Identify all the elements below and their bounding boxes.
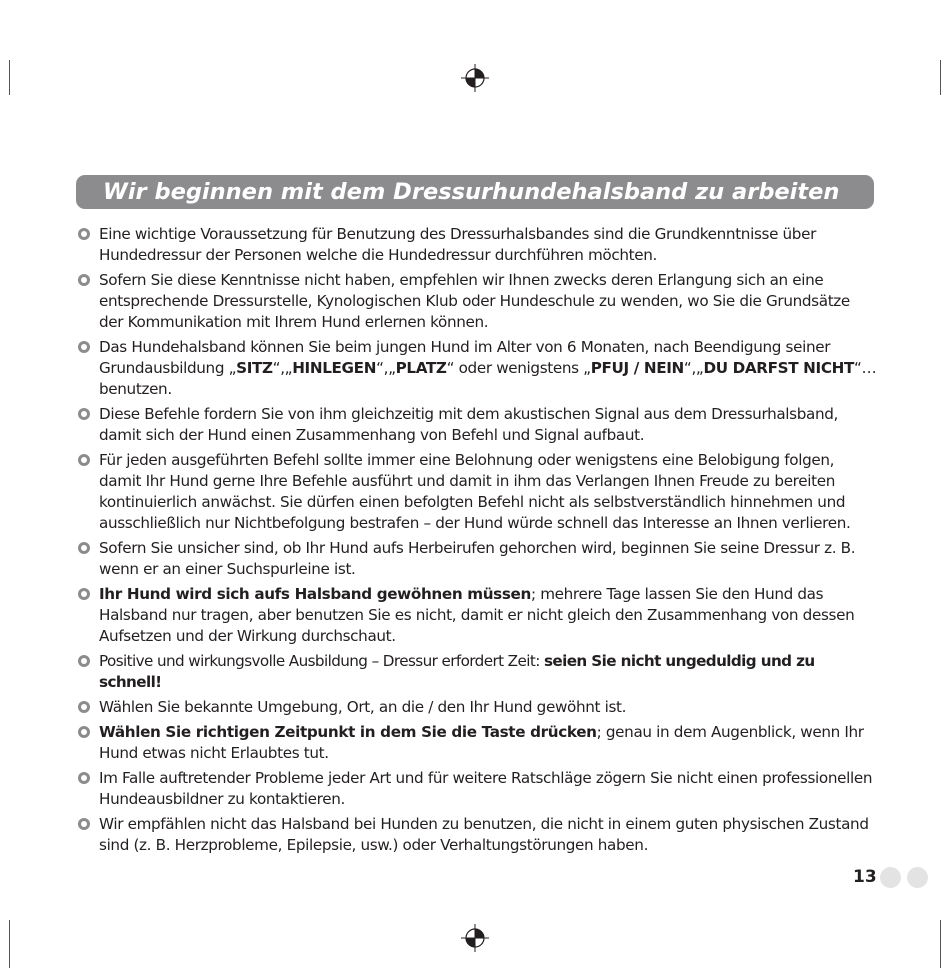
list-item-text: Das Hundehalsband können Sie beim jungen Hund im Alter von 6 Monaten, nach Beendigung seiner Grundausbildung „SITZ“,„HINLEGEN“,„PLATZ“ oder wenigstens „PFUJ / NEIN“,„DU DARFST NICHT“… benutzen. <box>99 338 877 398</box>
list-item <box>77 404 877 446</box>
page-dot-decoration <box>880 867 901 888</box>
list-item <box>77 814 877 856</box>
list-item-text: Ihr Hund wird sich aufs Halsband gewöhnen müssen; mehrere Tage lassen Sie den Hund das Halsband nur tragen, aber benutzen Sie es nicht, damit er nicht gleich den Zusammenhang von dessen Aufsetzen und der Wirkung durchschaut. <box>99 585 855 645</box>
registration-mark-bottom-icon <box>461 924 489 952</box>
bullet-icon <box>78 701 90 713</box>
page-number: 13 <box>853 867 877 887</box>
list-item <box>77 270 877 333</box>
bullet-icon <box>78 274 90 286</box>
list-item-text: Sofern Sie unsicher sind, ob Ihr Hund aufs Herbeirufen gehorchen wird, beginnen Sie seine Dressur z. B. wenn er an einer Suchspurleine ist. <box>99 539 856 578</box>
bullet-icon <box>78 726 90 738</box>
list-item-text: Wählen Sie richtigen Zeitpunkt in dem Sie die Taste drücken; genau in dem Augenblick, wenn Ihr Hund etwas nicht Erlaubtes tut. <box>99 723 864 762</box>
list-item-text: Eine wichtige Voraussetzung für Benutzung des Dressurhalsbandes sind die Grundkenntnisse über Hundedressur der Personen welche die Hundedressur durchführen möchten. <box>99 225 816 264</box>
crop-mark-top-right <box>940 60 941 95</box>
list-item <box>77 697 877 718</box>
list-item-text: Sofern Sie diese Kenntnisse nicht haben, empfehlen wir Ihnen zwecks deren Erlangung sich an eine entsprechende Dressurstelle, Kynologischen Klub oder Hundeschule zu wenden, wo Sie die Grundsätze der Kommunikation mit Ihrem Hund erlernen können. <box>99 271 850 331</box>
emphasis-text: Wählen Sie richtigen Zeitpunkt in dem Sie die Taste drücken <box>99 723 597 741</box>
emphasis-text: seien Sie nicht ungeduldig und zu schnell! <box>99 652 815 691</box>
list-item <box>77 722 877 764</box>
bullet-icon <box>78 818 90 830</box>
list-item <box>77 450 877 534</box>
bullet-icon <box>78 228 90 240</box>
bullet-icon <box>78 655 90 667</box>
bullet-icon <box>78 542 90 554</box>
list-item <box>77 224 877 266</box>
list-item-text: Wählen Sie bekannte Umgebung, Ort, an die / den Ihr Hund gewöhnt ist. <box>99 698 627 716</box>
registration-mark-top-icon <box>461 64 489 92</box>
list-item-text: Im Falle auftretender Probleme jeder Art und für weitere Ratschläge zögern Sie nicht einen professionellen Hundeausbildner zu kontaktieren. <box>99 769 873 808</box>
list-item-text: Für jeden ausgeführten Befehl sollte immer eine Belohnung oder wenigstens eine Belobigung folgen, damit Ihr Hund gerne Ihre Befehle ausführt und damit in ihm das Verlangen Ihnen Freude zu bereiten kontinuierlich anwächst. Sie dürfen einen befolgten Befehl nicht als selbstverständlich hinnehmen und ausschließlich nur Nichtbefolgung bestrafen – der Hund würde schnell das Interesse an Ihnen verlieren. <box>99 451 851 532</box>
bullet-icon <box>78 408 90 420</box>
bullet-icon <box>78 772 90 784</box>
section-title: Wir beginnen mit dem Dressurhundehalsband zu arbeiten <box>103 179 840 205</box>
crop-mark-top-left <box>9 60 10 95</box>
crop-mark-bottom-right <box>940 920 941 968</box>
page-dot-decoration <box>907 867 928 888</box>
command-platz: PLATZ <box>395 359 447 377</box>
command-du-darfst-nicht: DU DARFST NICHT <box>703 359 855 377</box>
instruction-list <box>77 224 877 860</box>
list-item <box>77 651 877 693</box>
bullet-icon <box>78 454 90 466</box>
section-title-bar <box>76 175 874 209</box>
list-item <box>77 538 877 580</box>
list-item-text: Positive und wirkungsvolle Ausbildung – Dressur erfordert Zeit: seien Sie nicht ungeduldig und zu schnell! <box>99 652 815 691</box>
bullet-icon <box>78 588 90 600</box>
list-item-text: Wir empfählen nicht das Halsband bei Hunden zu benutzen, die nicht in einem guten physischen Zustand sind (z. B. Herzprobleme, Epilepsie, usw.) oder Verhaltungstörungen haben. <box>99 815 869 854</box>
command-sitz: SITZ <box>236 359 273 377</box>
command-hinlegen: HINLEGEN <box>292 359 377 377</box>
list-item-text: Diese Befehle fordern Sie von ihm gleichzeitig mit dem akustischen Signal aus dem Dressurhalsband, damit sich der Hund einen Zusammenhang von Befehl und Signal aufbaut. <box>99 405 839 444</box>
list-item <box>77 768 877 810</box>
emphasis-text: Ihr Hund wird sich aufs Halsband gewöhnen müssen <box>99 585 531 603</box>
list-item <box>77 584 877 647</box>
list-item <box>77 337 877 400</box>
crop-mark-bottom-left <box>9 920 10 968</box>
bullet-icon <box>78 341 90 353</box>
command-pfuj-nein: PFUJ / NEIN <box>590 359 684 377</box>
